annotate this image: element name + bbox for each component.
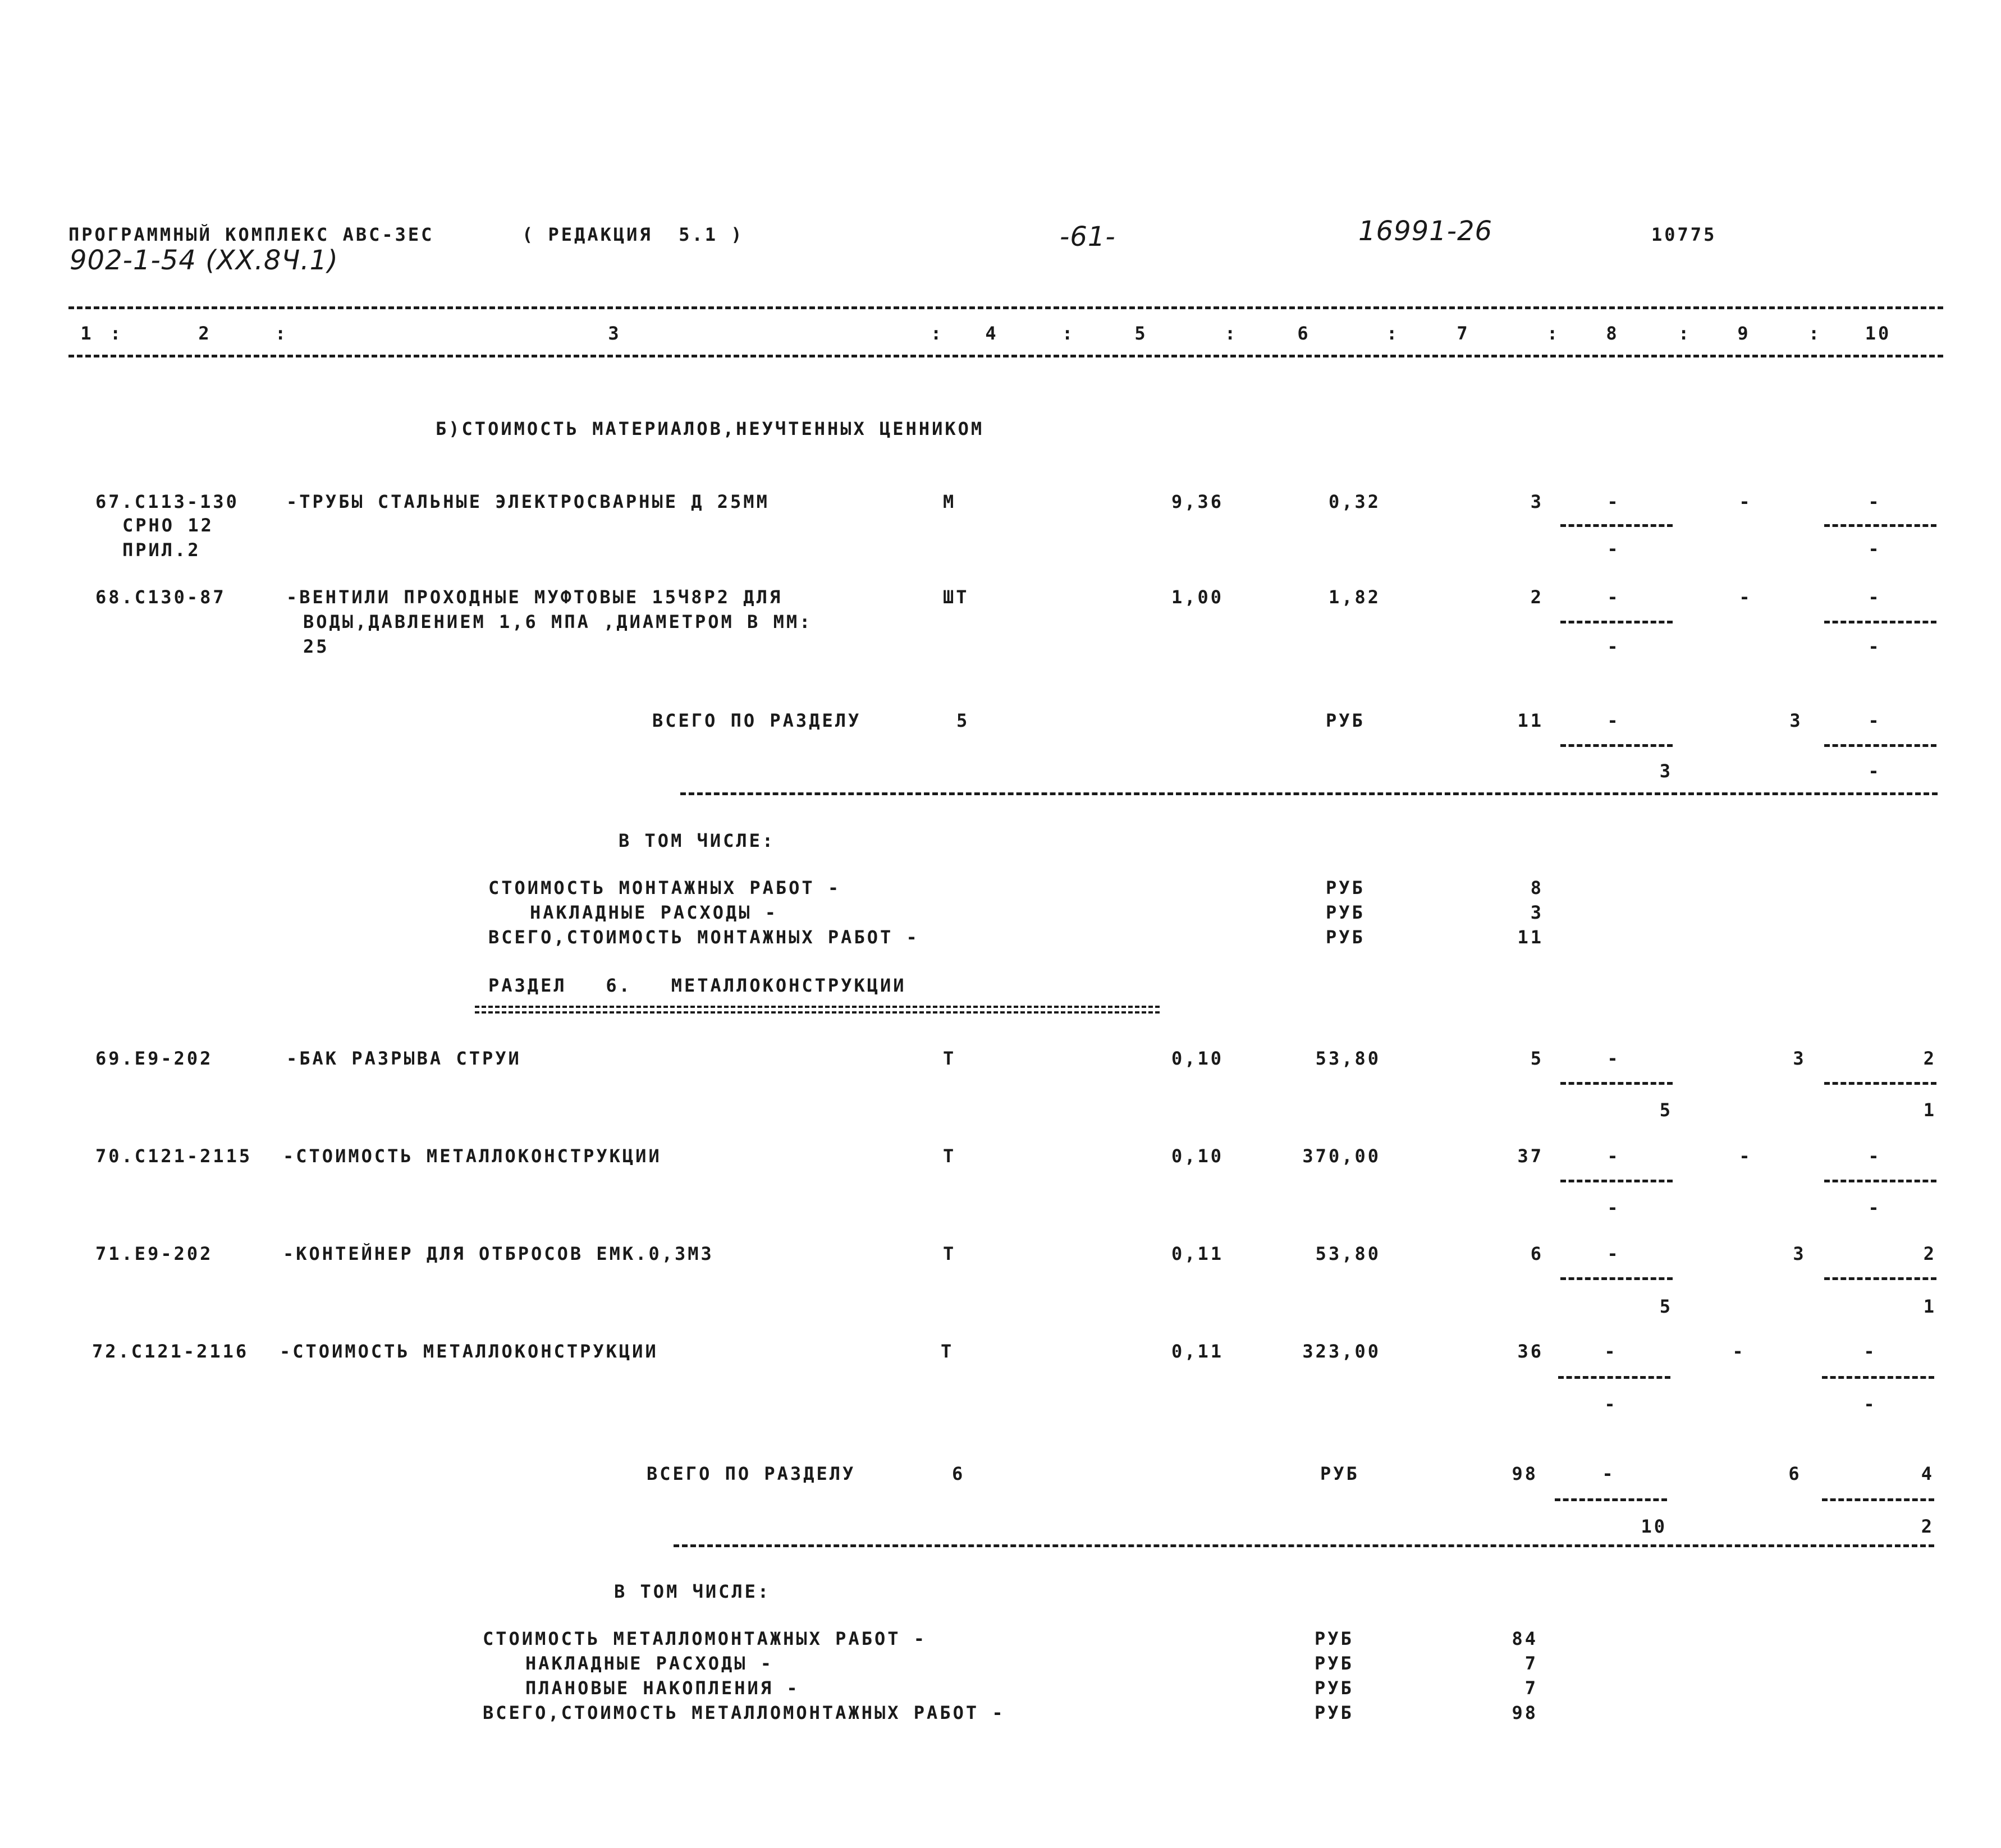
incl6-title: В ТОМ ЧИСЛЕ: [614,1581,771,1602]
section6-col10-top: 4 [1921,1463,1934,1484]
row-69-qty: 0,10 [1171,1048,1224,1069]
section5-total-unit: РУБ [1326,710,1365,731]
col-header-1: 1 [80,323,94,344]
row-70-col9: - [1739,1145,1752,1167]
incl5-line-value: 3 [1530,902,1544,923]
row-71-total: 6 [1530,1243,1544,1264]
fraction-line [1558,1376,1670,1379]
section5-col8-top: - [1607,710,1620,731]
row-72-col8-top: - [1604,1341,1618,1362]
row-68-desc: -ВЕНТИЛИ ПРОХОДНЫЕ МУФТОВЫЕ 15Ч8Р2 ДЛЯ [286,586,783,608]
section6-total-label: ВСЕГО ПО РАЗДЕЛУ [647,1463,856,1484]
col-header-6: 6 [1297,323,1311,344]
col-header-2: 2 [198,323,212,344]
row-68-col10-top: - [1868,586,1881,608]
row-67-id: 67.С113-130 [95,491,239,512]
row-72-price: 323,00 [1302,1341,1381,1362]
row-70-unit: Т [943,1145,956,1167]
row-67-col10-top: - [1868,491,1881,512]
incl5-line-label: НАКЛАДНЫЕ РАСХОДЫ - [530,902,779,923]
row-69-unit: Т [943,1048,956,1069]
row-72-col8-bottom: - [1604,1393,1618,1415]
col-sep: : [1808,323,1822,344]
fraction-line [1555,1498,1667,1501]
incl6-line-label: ВСЕГО,СТОИМОСТЬ МЕТАЛЛОМОНТАЖНЫХ РАБОТ - [483,1702,1005,1723]
row-70-col8-top: - [1607,1145,1620,1167]
section-b-title: Б)СТОИМОСТЬ МАТЕРИАЛОВ,НЕУЧТЕННЫХ ЦЕННИКОМ [436,418,985,439]
row-70-col8-bottom: - [1607,1197,1620,1218]
section6-title: РАЗДЕЛ 6. МЕТАЛЛОКОНСТРУКЦИИ [488,975,906,996]
row-68-col9: - [1739,586,1752,608]
row-67-qty: 9,36 [1171,491,1224,512]
fraction-line [1560,621,1673,623]
row-72-desc: -СТОИМОСТЬ МЕТАЛЛОКОНСТРУКЦИИ [280,1341,658,1362]
incl5-line-label: СТОИМОСТЬ МОНТАЖНЫХ РАБОТ - [488,877,841,898]
row-67-total: 3 [1530,491,1544,512]
col-header-3: 3 [608,323,621,344]
fraction-line [1824,621,1936,623]
row-69-price: 53,80 [1315,1048,1381,1069]
row-70-col10-bottom: - [1868,1197,1881,1218]
row-68-col8-bottom: - [1607,636,1620,657]
col-header-8: 8 [1606,323,1619,344]
row-71-desc: -КОНТЕЙНЕР ДЛЯ ОТБРОСОВ ЕМК.0,3М3 [283,1243,714,1264]
col-sep: : [110,323,123,344]
incl5-line-unit: РУБ [1326,902,1365,923]
row-71-col10-top: 2 [1923,1243,1936,1264]
fraction-line [1560,524,1673,527]
fraction-line [1560,744,1673,747]
row-71-col9: 3 [1793,1243,1806,1264]
row-67-desc: -ТРУБЫ СТАЛЬНЫЕ ЭЛЕКТРОСВАРНЫЕ Д 25ММ [286,491,770,512]
col-sep: : [1386,323,1400,344]
fraction-line [1824,744,1936,747]
row-71-qty: 0,11 [1171,1243,1224,1264]
col-header-9: 9 [1737,323,1751,344]
row-69-col8-bottom: 5 [1659,1099,1673,1121]
row-69-col8-top: - [1607,1048,1620,1069]
section5-col8-bottom: 3 [1659,760,1673,782]
header-rule-top [68,306,1943,309]
row-71-col10-bottom: 1 [1923,1296,1936,1317]
section6-col8-top: - [1602,1463,1615,1484]
incl6-line-unit: РУБ [1315,1702,1354,1723]
row-68-price: 1,82 [1328,586,1381,608]
row-70-total: 37 [1517,1145,1544,1167]
incl6-line-unit: РУБ [1315,1628,1354,1649]
row-69-desc: -БАК РАЗРЫВА СТРУИ [286,1048,521,1069]
row-71-id: 71.Е9-202 [95,1243,213,1264]
row-72-unit: Т [941,1341,954,1362]
incl6-line-value: 7 [1524,1677,1538,1699]
incl6-line-label: СТОИМОСТЬ МЕТАЛЛОМОНТАЖНЫХ РАБОТ - [483,1628,927,1649]
row-67-col10-bottom: - [1868,538,1881,560]
row-68-id: 68.С130-87 [95,586,226,608]
row-71-col8-bottom: 5 [1659,1296,1673,1317]
row-68-unit: ШТ [943,586,969,608]
incl5-line-unit: РУБ [1326,877,1365,898]
section6-col8-bottom: 10 [1641,1516,1667,1537]
section6-total-value: 98 [1512,1463,1538,1484]
col-header-10: 10 [1865,323,1892,344]
incl5-line-value: 8 [1530,877,1544,898]
row-69-col9: 3 [1793,1048,1806,1069]
row-70-qty: 0,10 [1171,1145,1224,1167]
section6-rule [674,1544,1934,1547]
fraction-line [1560,1082,1673,1085]
section5-col10-bottom: - [1868,760,1881,782]
section5-col10-top: - [1868,710,1881,731]
fraction-line [1560,1180,1673,1182]
incl5-line-value: 11 [1517,927,1544,948]
row-67-id-extra: СРНО 12 [122,515,214,536]
row-67-col9: - [1739,491,1752,512]
section6-title-underline [475,1006,1160,1014]
incl6-line-unit: РУБ [1315,1653,1354,1674]
row-68-total: 2 [1530,586,1544,608]
row-69-total: 5 [1530,1048,1544,1069]
section5-total-number: 5 [956,710,970,731]
incl6-line-value: 84 [1512,1628,1538,1649]
row-71-col8-top: - [1607,1243,1620,1264]
row-69-id: 69.Е9-202 [95,1048,213,1069]
row-72-col10-bottom: - [1863,1393,1877,1415]
col-sep: : [1225,323,1238,344]
row-67-price: 0,32 [1328,491,1381,512]
document-code: 10775 [1651,224,1717,245]
row-70-col10-top: - [1868,1145,1881,1167]
row-71-price: 53,80 [1315,1243,1381,1264]
row-68-col8-top: - [1607,586,1620,608]
incl6-line-label: ПЛАНОВЫЕ НАКОПЛЕНИЯ - [525,1677,800,1699]
document-number: 16991-26 [1358,215,1493,247]
fraction-line [1824,1180,1936,1182]
row-68-desc: ВОДЫ,ДАВЛЕНИЕМ 1,6 МПА ,ДИАМЕТРОМ В ММ: [303,611,813,632]
row-68-col10-bottom: - [1868,636,1881,657]
col-header-7: 7 [1457,323,1470,344]
row-72-qty: 0,11 [1171,1341,1224,1362]
row-67-unit: М [943,491,956,512]
fraction-line [1822,1376,1934,1379]
section5-col9: 3 [1789,710,1803,731]
col-sep: : [931,323,944,344]
row-67-id-extra: ПРИЛ.2 [122,539,201,561]
section6-col10-bottom: 2 [1921,1516,1934,1537]
incl5-line-unit: РУБ [1326,927,1365,948]
section6-total-number: 6 [952,1463,965,1484]
col-sep: : [1678,323,1692,344]
incl6-line-unit: РУБ [1315,1677,1354,1699]
row-67-col8-top: - [1607,491,1620,512]
fraction-line [1824,524,1936,527]
row-68-desc: 25 [303,636,329,657]
col-sep: : [1062,323,1075,344]
incl6-line-value: 7 [1524,1653,1538,1674]
row-72-col9: - [1732,1341,1746,1362]
row-69-col10-top: 2 [1923,1048,1936,1069]
col-header-4: 4 [985,323,999,344]
row-72-col10-top: - [1863,1341,1877,1362]
fraction-line [1824,1082,1936,1085]
incl5-line-label: ВСЕГО,СТОИМОСТЬ МОНТАЖНЫХ РАБОТ - [488,927,919,948]
fraction-line [1560,1277,1673,1280]
row-71-unit: Т [943,1243,956,1264]
project-code: 902-1-54 (ХХ.8Ч.1) [70,245,338,276]
row-72-id: 72.С121-2116 [92,1341,249,1362]
col-sep: : [1547,323,1560,344]
fraction-line [1822,1498,1934,1501]
incl6-line-value: 98 [1512,1702,1538,1723]
col-header-5: 5 [1134,323,1148,344]
row-70-desc: -СТОИМОСТЬ МЕТАЛЛОКОНСТРУКЦИИ [283,1145,662,1167]
row-68-qty: 1,00 [1171,586,1224,608]
fraction-line [1824,1277,1936,1280]
row-70-price: 370,00 [1302,1145,1381,1167]
col-sep: : [275,323,289,344]
program-name: ПРОГРАММНЫЙ КОМПЛЕКС АВС-3ЕС [68,224,434,245]
header-rule-bottom [68,355,1943,357]
section6-total-unit: РУБ [1320,1463,1359,1484]
section6-col9: 6 [1788,1463,1802,1484]
edition: ( РЕДАКЦИЯ 5.1 ) [522,224,744,245]
row-69-col10-bottom: 1 [1923,1099,1936,1121]
incl6-line-label: НАКЛАДНЫЕ РАСХОДЫ - [525,1653,774,1674]
section5-rule [680,792,1938,795]
row-67-col8-bottom: - [1607,538,1620,560]
row-72-total: 36 [1517,1341,1544,1362]
section5-total-value: 11 [1517,710,1544,731]
row-70-id: 70.С121-2115 [95,1145,253,1167]
section5-total-label: ВСЕГО ПО РАЗДЕЛУ [652,710,862,731]
page-number: -61- [1060,221,1116,253]
incl5-title: В ТОМ ЧИСЛЕ: [619,830,776,851]
